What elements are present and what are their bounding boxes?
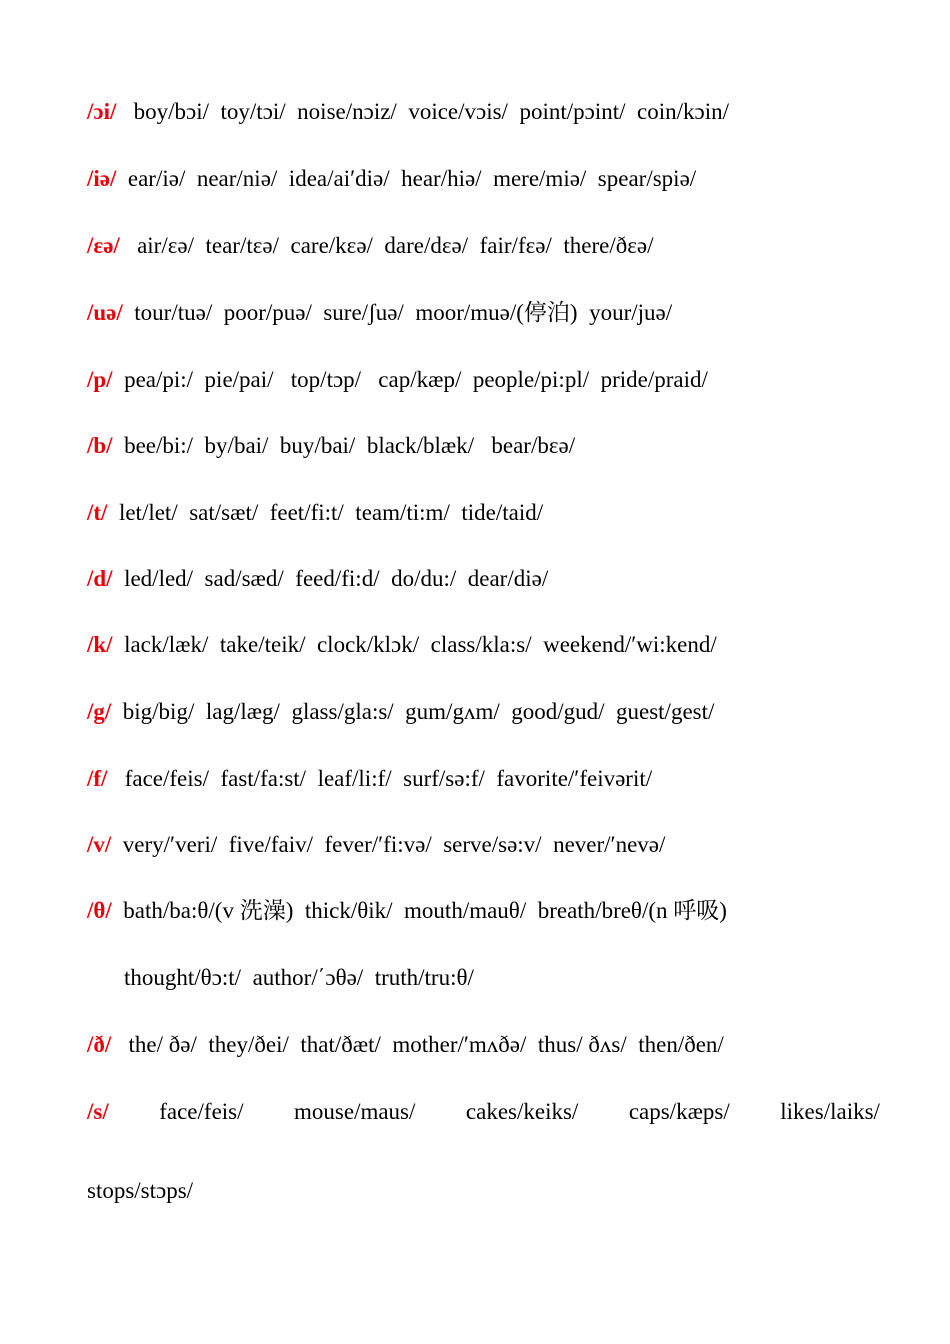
line-oi xyxy=(87,97,880,127)
example-words: lack/læk/ take/teik/ clock/klɔk/ class/kla:s/ weekend/′wi:kend/ xyxy=(112,632,717,657)
example-words: face/feis/ fast/fa:st/ leaf/li:f/ surf/sə:f/ favorite/′feivərit/ xyxy=(107,766,653,791)
example-words: ear/iə/ near/niə/ idea/ai′diə/ hear/hiə/ mere/miə/ spear/spiə/ xyxy=(116,166,697,191)
phonetic-symbol: /θ/ xyxy=(87,898,112,923)
example-word: caps/kæps/ xyxy=(628,1099,730,1124)
example-words: air/εə/ tear/tεə/ care/kεə/ dare/dεə/ fair/fεə/ there/ðεə/ xyxy=(119,233,654,258)
line-b xyxy=(87,431,880,461)
line-s-continued xyxy=(87,1176,880,1206)
example-words: tour/tuə/ poor/puə/ sure/ʃuə/ moor/muə/(停泊) your/juə/ xyxy=(122,300,673,325)
example-word: likes/laiks/ xyxy=(780,1099,880,1124)
line-v xyxy=(87,830,880,860)
example-word: cakes/keiks/ xyxy=(465,1099,579,1124)
phonetic-symbol: /k/ xyxy=(87,632,113,657)
phonetic-symbol: /t/ xyxy=(87,500,108,525)
line-ue xyxy=(87,298,880,328)
phonetic-symbol: /ð/ xyxy=(87,1032,112,1057)
example-words: the/ ðə/ they/ðei/ that/ðæt/ mother/′mʌðə/ thus/ ðʌs/ then/ðen/ xyxy=(111,1032,724,1057)
example-words: pea/pi:/ pie/pai/ top/tɔp/ cap/kæp/ people/pi:pl/ pride/praid/ xyxy=(112,367,708,392)
example-words: thought/θɔ:t/ author/΄ɔθə/ truth/tru:θ/ xyxy=(124,965,474,990)
line-t xyxy=(87,498,880,528)
example-words: led/led/ sad/sæd/ feed/fi:d/ do/du:/ dear/diə/ xyxy=(112,566,549,591)
line-d xyxy=(87,564,880,594)
phonetic-symbol: /p/ xyxy=(87,367,113,392)
example-words: very/′veri/ five/faiv/ fever/′fi:və/ serve/sə:v/ never/′nevə/ xyxy=(111,832,666,857)
line-s xyxy=(87,1097,880,1127)
example-words: let/let/ sat/sæt/ feet/fi:t/ team/ti:m/ tide/taid/ xyxy=(107,500,544,525)
line-k xyxy=(87,630,880,660)
example-words: big/big/ lag/læg/ glass/gla:s/ gum/gʌm/ good/gud/ guest/gest/ xyxy=(111,699,715,724)
phonetic-symbol: /iə/ xyxy=(87,166,117,191)
line-eth xyxy=(87,1030,880,1060)
phonetic-symbol: /v/ xyxy=(87,832,112,857)
example-word: face/feis/ xyxy=(159,1099,244,1124)
phonetic-symbol: /uə/ xyxy=(87,300,123,325)
line-theta xyxy=(87,896,880,926)
line-g xyxy=(87,697,880,727)
phonetic-symbol: /g/ xyxy=(87,699,112,724)
phonetic-symbol: /b/ xyxy=(87,433,113,458)
line-p xyxy=(87,365,880,395)
example-words: bath/ba:θ/(v 洗澡) thick/θik/ mouth/mauθ/ breath/breθ/(n 呼吸) xyxy=(111,898,727,923)
line-theta-continued xyxy=(124,963,880,993)
line-ea xyxy=(87,231,880,261)
phonetic-symbol: /ɔi/ xyxy=(87,99,117,124)
example-words: boy/bɔi/ toy/tɔi/ noise/nɔiz/ voice/vɔis/ point/pɔint/ coin/kɔin/ xyxy=(116,99,729,124)
phonetic-symbol: /f/ xyxy=(87,766,108,791)
phonetic-symbol: /εə/ xyxy=(87,233,120,258)
phonetic-symbol: /d/ xyxy=(87,566,113,591)
phonetic-symbol: /s/ xyxy=(87,1099,109,1124)
line-f xyxy=(87,764,880,794)
example-word: mouse/maus/ xyxy=(294,1099,416,1124)
example-words: stops/stɔps/ xyxy=(87,1178,194,1203)
example-words: bee/bi:/ by/bai/ buy/bai/ black/blæk/ bear/bεə/ xyxy=(112,433,576,458)
line-ie xyxy=(87,164,880,194)
